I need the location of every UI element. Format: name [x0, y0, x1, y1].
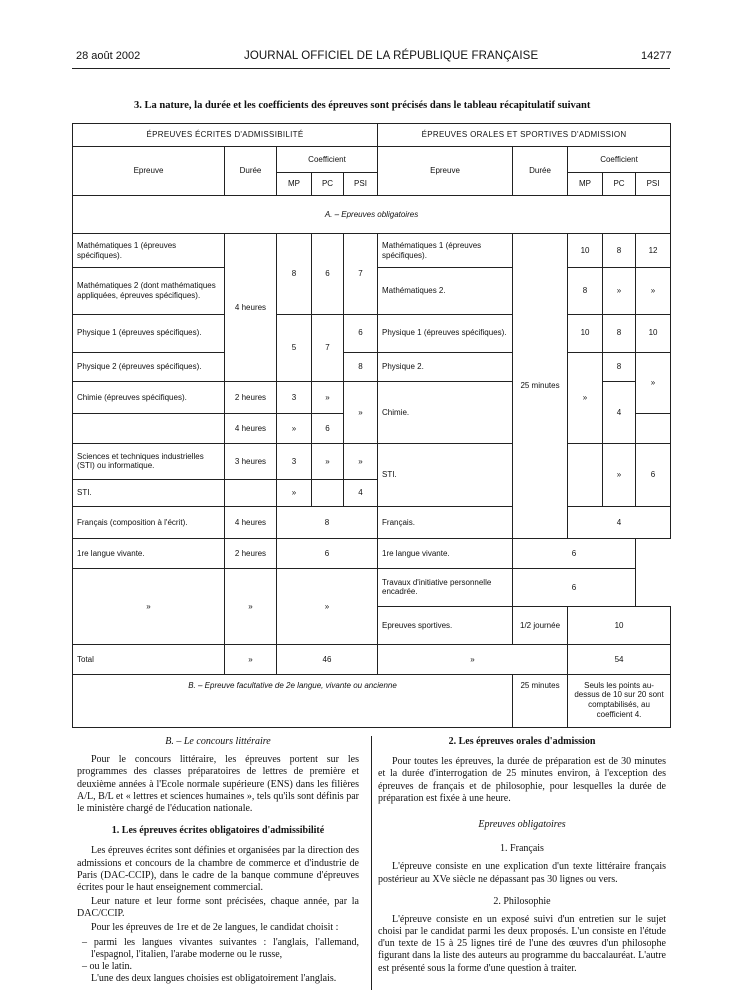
table-cell: 6 — [513, 568, 636, 606]
table-cell: » — [312, 443, 344, 479]
col-pc: PC — [312, 172, 344, 195]
col-epreuve-written: Epreuve — [73, 147, 225, 196]
table-cell: 7 — [344, 234, 378, 315]
journal-title: JOURNAL OFFICIEL DE LA RÉPUBLIQUE FRANÇAISE — [244, 50, 539, 62]
table-cell — [568, 443, 603, 507]
table-cell: » — [277, 414, 312, 444]
table-cell — [636, 414, 671, 444]
table-cell: 8 — [603, 352, 636, 382]
table-cell: » — [225, 645, 277, 675]
column-divider — [371, 736, 372, 990]
table-cell: 10 — [568, 234, 603, 268]
table-cell: 6 — [312, 414, 344, 444]
list-item: – parmi les langues vivantes suivantes : l'anglais, l'allemand, l'espagnol, l'italien, l'arabe moderne ou le russe, — [82, 936, 359, 960]
col-coef-written: Coefficient — [277, 147, 378, 172]
table-cell: Physique 2 (épreuves spécifiques). — [73, 352, 225, 382]
col-psi: PSI — [636, 172, 671, 195]
table-cell: 4 — [344, 479, 378, 507]
section-heading: B. – Le concours littéraire — [165, 736, 271, 747]
section-a-heading: A. – Epreuves obligatoires — [73, 196, 671, 234]
section-heading: 2. Les épreuves orales d'admission — [448, 736, 596, 747]
table-cell — [225, 479, 277, 507]
table-cell: Sciences et techniques industrielles (STI) ou informatique. — [73, 443, 225, 479]
paragraph: L'épreuve consiste en une explication d'un texte littéraire français postérieur au XVe siècle ne dépassant pas 30 lignes ou vers. — [378, 861, 666, 885]
col-mp: MP — [277, 172, 312, 195]
table-cell: Français (composition à l'écrit). — [73, 507, 225, 539]
table-cell: Chimie. — [378, 382, 513, 443]
table-cell: 2 heures — [225, 539, 277, 569]
table-cell: Mathématiques 2. — [378, 268, 513, 315]
table-cell: 1re langue vivante. — [378, 539, 513, 569]
col-mp: MP — [568, 172, 603, 195]
table-cell: 1/2 journée — [513, 607, 568, 645]
table-cell: 6 — [344, 314, 378, 352]
table-cell: 25 minutes — [513, 234, 568, 539]
table-cell: 4 heures — [225, 234, 277, 382]
table-cell: » — [312, 382, 344, 414]
table-cell: 4 heures — [225, 507, 277, 539]
table-cell: Total — [73, 645, 225, 675]
list-item: – ou le latin. — [82, 961, 132, 972]
table-cell: 8 — [568, 268, 603, 315]
written-title: ÉPREUVES ÉCRITES D'ADMISSIBILITÉ — [73, 124, 378, 147]
table-cell: » — [344, 382, 378, 443]
col-coef-oral: Coefficient — [568, 147, 671, 172]
table-cell: 54 — [568, 645, 671, 675]
table-cell: Epreuves sportives. — [378, 607, 513, 645]
paragraph: Leur nature et leur forme sont précisées, chaque année, par la DAC/CCIP. — [77, 896, 359, 920]
table-cell: Physique 1 (épreuves spécifiques). — [378, 314, 513, 352]
exam-table — [72, 123, 671, 728]
table-cell: 46 — [277, 645, 378, 675]
table-cell: STI. — [378, 443, 513, 507]
list — [77, 937, 359, 974]
table-cell: » — [568, 352, 603, 443]
paragraph: Les épreuves écrites sont définies et organisées par la direction des admissions et concours de la chambre de commerce et d'industrie de Paris (DAC-CCIP), dans le cadre de la banque commune d'épreuves écrites pour le haut enseignement commercial. — [77, 845, 359, 893]
table-cell: » — [277, 479, 312, 507]
table-cell: » — [225, 568, 277, 644]
table-cell: 6 — [277, 539, 378, 569]
table-cell: 3 — [277, 382, 312, 414]
page-number: 14277 — [641, 50, 672, 62]
table-cell: 7 — [312, 314, 344, 382]
table-cell: » — [277, 568, 378, 644]
col-duree-oral: Durée — [513, 147, 568, 196]
table-cell: » — [378, 645, 568, 675]
table-cell: » — [636, 352, 671, 413]
section-heading: 1. Les épreuves écrites obligatoires d'admissibilité — [111, 825, 325, 837]
table-cell: 25 minutes — [513, 674, 568, 727]
table-cell: 10 — [636, 314, 671, 352]
right-column — [378, 736, 666, 977]
paragraph: L'une des deux langues choisies est obligatoirement l'anglais. — [91, 973, 337, 985]
table-caption: 3. La nature, la durée et les coefficients des épreuves sont précisés dans le tableau récapitulatif suivant — [134, 100, 591, 111]
col-psi: PSI — [344, 172, 378, 195]
table-cell: Travaux d'initiative personnelle encadrée. — [378, 568, 513, 606]
table-cell: Seuls les points au-dessus de 10 sur 20 sont comptabilisés, au coefficient 4. — [568, 674, 671, 727]
table-cell: » — [344, 443, 378, 479]
table-cell: 1re langue vivante. — [73, 539, 225, 569]
page-date: 28 août 2002 — [76, 50, 141, 62]
section-heading: Epreuves obligatoires — [478, 818, 566, 830]
table-cell — [312, 479, 344, 507]
table-cell: Chimie (épreuves spécifiques). — [73, 382, 225, 414]
table-cell: 2 heures — [225, 382, 277, 414]
paragraph: Pour toutes les épreuves, la durée de préparation est de 30 minutes et la durée d'interrogation de 25 minutes environ, à l'exception des épreuves de français et de philosophie, pour lesquelles la durée de préparation est fixée à une heure. — [378, 756, 666, 804]
table-cell: STI. — [73, 479, 225, 507]
oral-title: ÉPREUVES ORALES ET SPORTIVES D'ADMISSION — [378, 124, 671, 147]
section-b-heading: B. – Epreuve facultative de 2e langue, vivante ou ancienne — [73, 674, 513, 727]
table-cell: 12 — [636, 234, 671, 268]
table-cell: » — [603, 443, 636, 507]
table-cell: 6 — [312, 234, 344, 315]
table-cell: » — [636, 268, 671, 315]
table-cell: 6 — [636, 443, 671, 507]
table-cell: 10 — [568, 607, 671, 645]
paragraph: Pour le concours littéraire, les épreuves portent sur les programmes des classes préparatoires de lettres de première et deuxième années à l'Ecole normale supérieure (ENS) dans les filières A/L, B/L et « lettres et sciences humaines », tels qu'ils sont définis par le ministère chargé de l'éducation nationale. — [77, 754, 359, 814]
table-cell: Physique 1 (épreuves spécifiques). — [73, 314, 225, 352]
table-cell: Mathématiques 1 (épreuves spécifiques). — [73, 234, 225, 268]
table-cell: Physique 2. — [378, 352, 513, 382]
table-cell: Mathématiques 1 (épreuves spécifiques). — [378, 234, 513, 268]
header-rule — [72, 68, 670, 69]
table-cell: 8 — [277, 234, 312, 315]
table-cell: 8 — [603, 234, 636, 268]
table-cell: 10 — [568, 314, 603, 352]
table-cell: 8 — [603, 314, 636, 352]
table-cell — [73, 414, 225, 444]
table-cell: 6 — [513, 539, 636, 569]
col-duree-written: Durée — [225, 147, 277, 196]
col-epreuve-oral: Epreuve — [378, 147, 513, 196]
table-cell: 3 heures — [225, 443, 277, 479]
table-cell: 8 — [344, 352, 378, 382]
section-heading: 2. Philosophie — [493, 895, 551, 907]
table-cell: 4 — [568, 507, 671, 539]
table-cell: Mathématiques 2 (dont mathématiques appliquées, épreuves spécifiques). — [73, 268, 225, 315]
table-cell: 5 — [277, 314, 312, 382]
col-pc: PC — [603, 172, 636, 195]
paragraph: Pour les épreuves de 1re et de 2e langues, le candidat choisit : — [91, 922, 339, 934]
table-cell: » — [73, 568, 225, 644]
table-cell: 8 — [277, 507, 378, 539]
table-cell: 4 — [603, 382, 636, 443]
left-column — [77, 736, 359, 987]
paragraph: L'épreuve consiste en un exposé suivi d'un entretien sur le sujet choisi par le candidat parmi les deux proposés. L'un consiste en l'étude d'un texte de 15 à 25 lignes tiré de l'une des œuvres d'un philosophe figurant dans la liste des auteurs au programme du baccalauréat. L'autre est présenté sous la forme d'une question à traiter. — [378, 913, 666, 974]
section-heading: 1. Français — [500, 843, 544, 855]
table-cell: 3 — [277, 443, 312, 479]
table-cell: Français. — [378, 507, 513, 539]
table-cell: 4 heures — [225, 414, 277, 444]
table-cell: » — [603, 268, 636, 315]
